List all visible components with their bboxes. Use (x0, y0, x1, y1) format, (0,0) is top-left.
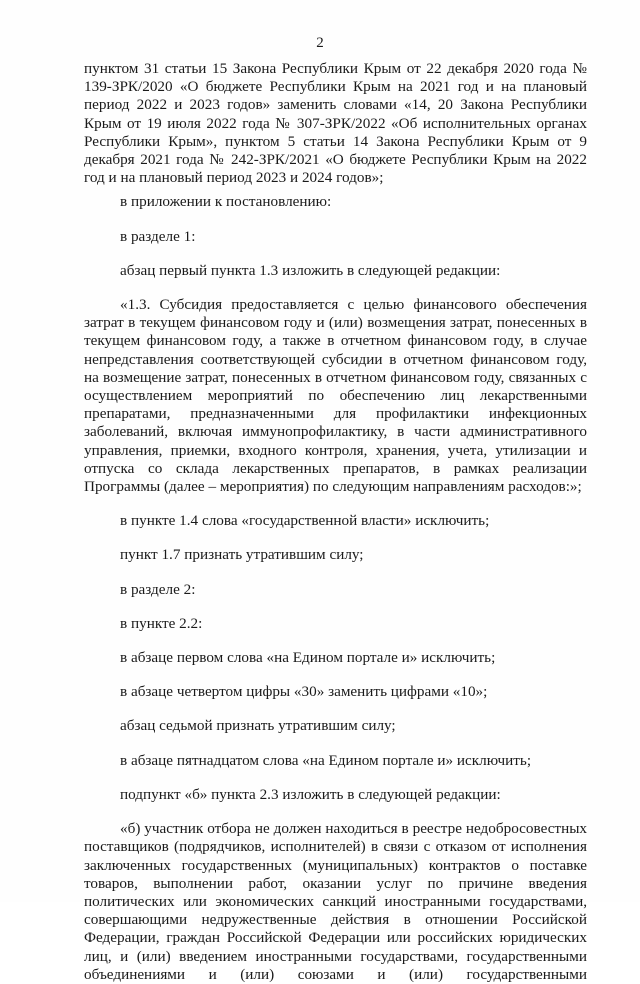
paragraph-subitem-b-text: «б) участник отбора не должен находиться в реестре недобросовестных поставщиков (подрядчиков, исполнителей) в связи с отказом от исполнения заключенных государственных (муниципальных) контрактов о поставке товаров, выполнении работ, оказании услуг по причине введения политических или экономических санкций иностранными государствами, совершающими недружественные действия в отношении Российской Федерации, граждан Российской Федерации или российских юридических лиц, и (или) введением иностранными государствами, государственными объединениями и (или) союзами и (или) государственными (84, 820, 587, 983)
paragraph-abzac-seventh: абзац седьмой признать утратившим силу; (120, 717, 396, 735)
paragraph-subitem-b-intro: подпункт «б» пункта 2.3 изложить в следующей редакции: (120, 785, 501, 803)
paragraph-item-1-4: в пункте 1.4 слова «государственной власти» исключить; (120, 512, 490, 530)
paragraph-abzac-fourth: в абзаце четвертом цифры «30» заменить цифрами «10»; (120, 683, 488, 701)
paragraph-law-replacement: пунктом 31 статьи 15 Закона Республики Крым от 22 декабря 2020 года № 139-ЗРК/2020 «О бюджете Республики Крым на 2021 год и на плановый период 2022 и 2023 годов» заменить словами «14, 20 Закона Республики Крым от 19 июля 2022 года № 307-ЗРК/2022 «Об исполнительных органах Республики Крым», пунктом 5 статьи 14 Закона Республики Крым от 9 декабря 2021 года № 242-ЗРК/2021 «О бюджете Республики Крым на 2022 год и на плановый период 2023 и 2024 годов»; (84, 60, 587, 187)
page-number: 2 (316, 35, 324, 51)
paragraph-item-2-2: в пункте 2.2: (120, 614, 203, 632)
paragraph-item-1-7: пункт 1.7 признать утратившим силу; (120, 546, 364, 564)
paragraph-abzac-fifteenth: в абзаце пятнадцатом слова «на Едином портале и» исключить; (120, 751, 532, 769)
paragraph-section-2: в разделе 2: (120, 580, 196, 598)
document-body (84, 60, 587, 984)
paragraph-appendix: в приложении к постановлению: (120, 193, 332, 211)
paragraph-item-1-3-intro: абзац первый пункта 1.3 изложить в следующей редакции: (120, 261, 501, 279)
paragraph-abzac-first: в абзаце первом слова «на Едином портале и» исключить; (120, 649, 496, 667)
paragraph-section-1: в разделе 1: (120, 227, 196, 245)
paragraph-item-1-3-text: «1.3. Субсидия предоставляется с целью финансового обеспечения затрат в текущем финансовом году и (или) возмещения затрат, понесенных в текущем финансовом году, а также в отчетном финансовом году, в случае непредставления соответствующей субсидии в отчетном финансовом году, на возмещение затрат, понесенных в отчетном финансовом году, связанных с осуществлением мероприятий по обеспечению лиц лекарственными препаратами, предназначенными для профилактики инфекционных заболеваний, включая иммунопрофилактику, в части административного управления, приемки, входного контроля, хранения, учета, утилизации и отпуска со склада лекарственных препаратов, в рамках реализации Программы (далее – мероприятия) по следующим направлениям расходов:»; (84, 296, 587, 496)
